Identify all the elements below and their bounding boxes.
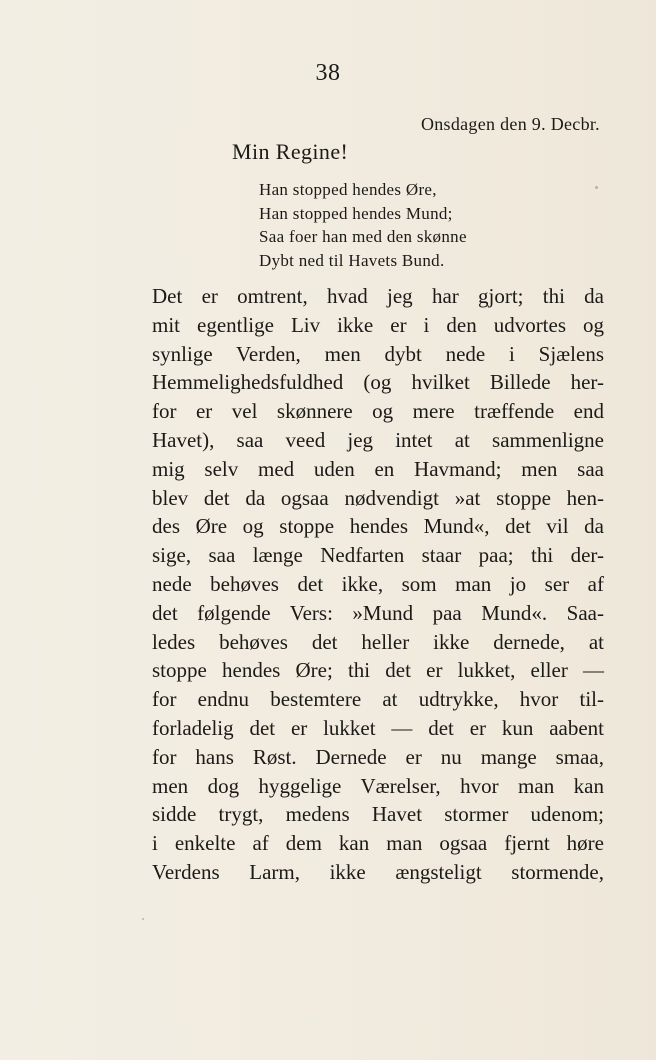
text-line: synlige Verden, men dybt nede i Sjælens bbox=[152, 341, 604, 366]
text-line: Hemmelighedsfuldhed (og hvilket Billede her- bbox=[152, 370, 604, 395]
text-line: Det er omtrent, hvad jeg har gjort; thi da bbox=[152, 284, 604, 308]
text-line: sidde trygt, medens Havet stormer udenom; bbox=[152, 802, 604, 827]
text-line: des Øre og stoppe hendes Mund«, det vil da bbox=[152, 514, 604, 539]
body-paragraph bbox=[152, 282, 604, 887]
text-line: for endnu bestemtere at udtrykke, hvor til- bbox=[152, 687, 604, 712]
text-line: nede behøves det ikke, som man jo ser af bbox=[152, 571, 604, 596]
page-number: 38 bbox=[315, 60, 341, 86]
verse-line: Dybt ned til Havets Bund. bbox=[259, 250, 445, 270]
text-line: sige, saa længe Nedfarten staar paa; thi der- bbox=[152, 543, 604, 568]
text-line: i enkelte af dem kan man ogsaa fjernt høre bbox=[152, 831, 604, 856]
verse-line: Han stopped hendes Øre, bbox=[259, 180, 437, 199]
salutation: Min Regine! bbox=[232, 139, 349, 164]
text-line: forladelig det er lukket — det er kun aabent bbox=[152, 715, 604, 740]
paper-speck bbox=[595, 186, 598, 189]
text-line: stoppe hendes Øre; thi det er lukket, eller — bbox=[152, 658, 604, 683]
text-line: for er vel skønnere og mere træffende end bbox=[152, 399, 604, 424]
verse-block bbox=[259, 178, 467, 272]
text-line: Havet), saa veed jeg intet at sammenligne bbox=[152, 427, 604, 452]
text-line: mig selv med uden en Havmand; men saa bbox=[152, 456, 604, 481]
text-line: ledes behøves det heller ikke dernede, at bbox=[152, 629, 604, 654]
verse-line: Han stopped hendes Mund; bbox=[259, 203, 453, 223]
text-line: for hans Røst. Dernede er nu mange smaa, bbox=[152, 744, 604, 769]
text-line: det følgende Vers: »Mund paa Mund«. Saa- bbox=[152, 600, 604, 625]
text-line: Verdens Larm, ikke ængsteligt stormende, bbox=[152, 859, 604, 884]
text-line: men dog hyggelige Værelser, hvor man kan bbox=[152, 773, 604, 798]
text-line: blev det da ogsaa nødvendigt »at stoppe hen- bbox=[152, 485, 604, 510]
dateline: Onsdagen den 9. Decbr. bbox=[420, 114, 600, 134]
text-line: mit egentlige Liv ikke er i den udvortes og bbox=[152, 312, 604, 337]
verse-line: Saa foer han med den skønne bbox=[259, 227, 467, 246]
paper-speck bbox=[142, 918, 144, 920]
